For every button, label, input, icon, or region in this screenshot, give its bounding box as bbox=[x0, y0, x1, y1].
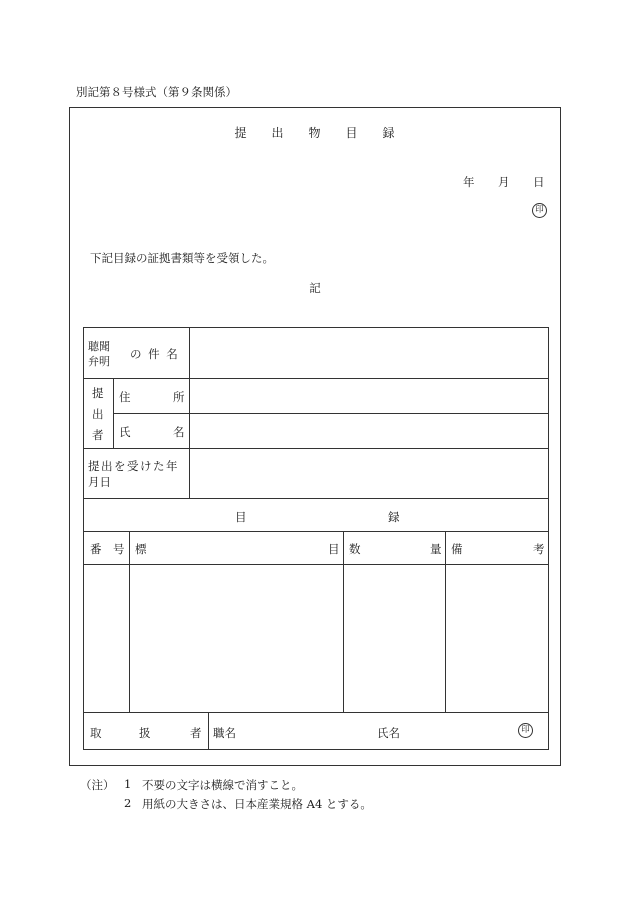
job-title-label: 職名 bbox=[213, 726, 236, 740]
submitter-char: 者 bbox=[92, 428, 104, 442]
handler-label-left: 取 bbox=[90, 726, 102, 740]
hearing-label: 聴聞 bbox=[88, 340, 110, 353]
catalog-heading-left: 目 bbox=[235, 510, 247, 524]
handler-name-label: 氏名 bbox=[377, 726, 400, 740]
col-quantity-right: 量 bbox=[430, 542, 442, 556]
received-date-field[interactable] bbox=[191, 450, 547, 497]
number-cell[interactable] bbox=[85, 566, 128, 711]
col-item-right: 目 bbox=[328, 542, 340, 556]
quantity-cell[interactable] bbox=[345, 566, 444, 711]
date-year: 年 bbox=[463, 175, 475, 189]
title-char: 目 bbox=[345, 126, 359, 140]
address-field[interactable] bbox=[191, 380, 547, 412]
submitter-char: 出 bbox=[92, 407, 104, 421]
note-2-text: 用紙の大きさは、日本産業規格 A4 とする。 bbox=[142, 797, 372, 811]
item-cell[interactable] bbox=[131, 566, 342, 711]
submitter-char: 提 bbox=[92, 386, 104, 400]
note-1-text: 不要の文字は横線で消すこと。 bbox=[142, 778, 303, 792]
col-quantity-left: 数 bbox=[349, 542, 361, 556]
date-month: 月 bbox=[498, 175, 510, 189]
note-2-number: 2 bbox=[124, 796, 132, 810]
col-item-left: 標 bbox=[135, 542, 147, 556]
address-label-right: 所 bbox=[173, 390, 185, 404]
form-label: 別記第８号様式（第９条関係） bbox=[76, 85, 237, 99]
handler-label-right: 者 bbox=[190, 726, 202, 740]
note-prefix: （注） bbox=[80, 778, 115, 792]
col-number-left: 番 bbox=[90, 542, 102, 556]
name-field[interactable] bbox=[191, 415, 547, 447]
case-name-field[interactable] bbox=[191, 330, 547, 376]
case-name-label: の 件 名 bbox=[130, 347, 178, 361]
ki-heading: 記 bbox=[309, 281, 321, 295]
col-number-right: 号 bbox=[113, 542, 125, 556]
received-date-label-2: 月日 bbox=[88, 475, 111, 489]
title-char: 録 bbox=[382, 126, 396, 140]
catalog-heading-right: 録 bbox=[388, 510, 400, 524]
col-remarks-left: 備 bbox=[451, 542, 463, 556]
date-day: 日 bbox=[533, 175, 545, 189]
seal-icon: 印 bbox=[532, 203, 547, 218]
col-remarks-right: 考 bbox=[533, 542, 545, 556]
received-date-label-1: 提出を受けた年 bbox=[88, 459, 179, 473]
title-char: 出 bbox=[271, 126, 285, 140]
title-char: 提 bbox=[234, 126, 248, 140]
explanation-label: 弁明 bbox=[88, 355, 110, 368]
address-label-left: 住 bbox=[119, 390, 131, 404]
title-char: 物 bbox=[308, 126, 322, 140]
receipt-statement: 下記目録の証拠書類等を受領した。 bbox=[90, 251, 274, 265]
note-1-number: 1 bbox=[124, 777, 132, 791]
seal-icon: 印 bbox=[518, 723, 533, 738]
remarks-cell[interactable] bbox=[447, 566, 547, 711]
name-label-left: 氏 bbox=[119, 425, 131, 439]
name-label-right: 名 bbox=[173, 425, 185, 439]
handler-label-mid: 扱 bbox=[139, 726, 151, 740]
document-title bbox=[0, 124, 630, 141]
